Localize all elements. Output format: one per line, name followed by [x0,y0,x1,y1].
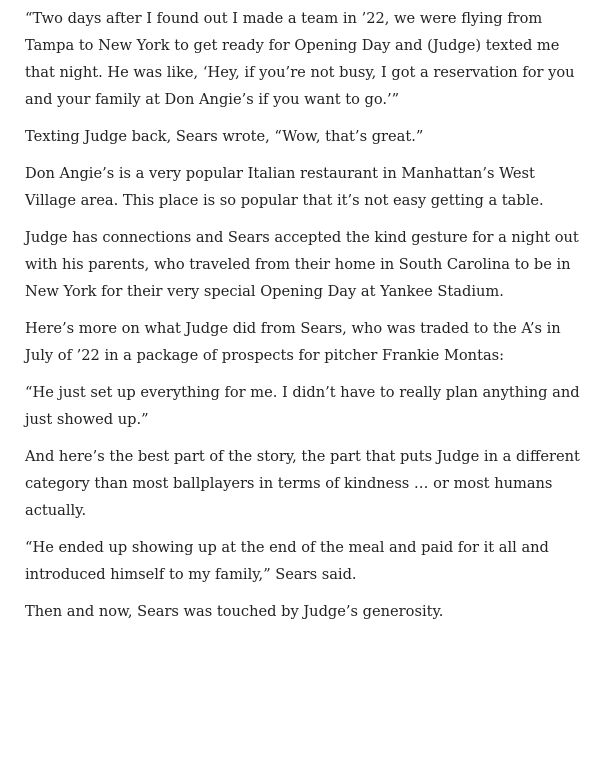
paragraph-texting-back: Texting Judge back, Sears wrote, “Wow, that’s great.” [25,128,424,145]
paragraph-quote-paid: “He ended up showing up at the end of the meal and paid for it all and introduced himself to my family,” Sears said. [25,539,549,583]
paragraph-generosity: Then and now, Sears was touched by Judge’s generosity. [25,603,444,620]
paragraph-best-part: And here’s the best part of the story, the part that puts Judge in a different category than most ballplayers in terms of kindness … or most humans actually. [25,448,580,519]
article-body [25,5,585,635]
paragraph-connections: Judge has connections and Sears accepted the kind gesture for a night out with his parents, who traveled from their home in South Carolina to be in New York for their very special Opening Day at Yankee Stadium. [25,229,579,300]
paragraph-more-on-judge: Here’s more on what Judge did from Sears, who was traded to the A’s in July of ’22 in a package of prospects for pitcher Frankie Montas: [25,320,561,364]
paragraph-quote-setup: “He just set up everything for me. I didn’t have to really plan anything and just showed up.” [25,384,580,428]
paragraph-quote-reservation: “Two days after I found out I made a team in ’22, we were flying from Tampa to New York to get ready for Opening Day and (Judge) texted me that night. He was like, ‘Hey, if you’re not busy, I got a reservation for you and your family at Don Angie’s if you want to go.’” [25,10,575,108]
paragraph-don-angies: Don Angie’s is a very popular Italian restaurant in Manhattan’s West Village area. This place is so popular that it’s not easy getting a table. [25,165,544,209]
